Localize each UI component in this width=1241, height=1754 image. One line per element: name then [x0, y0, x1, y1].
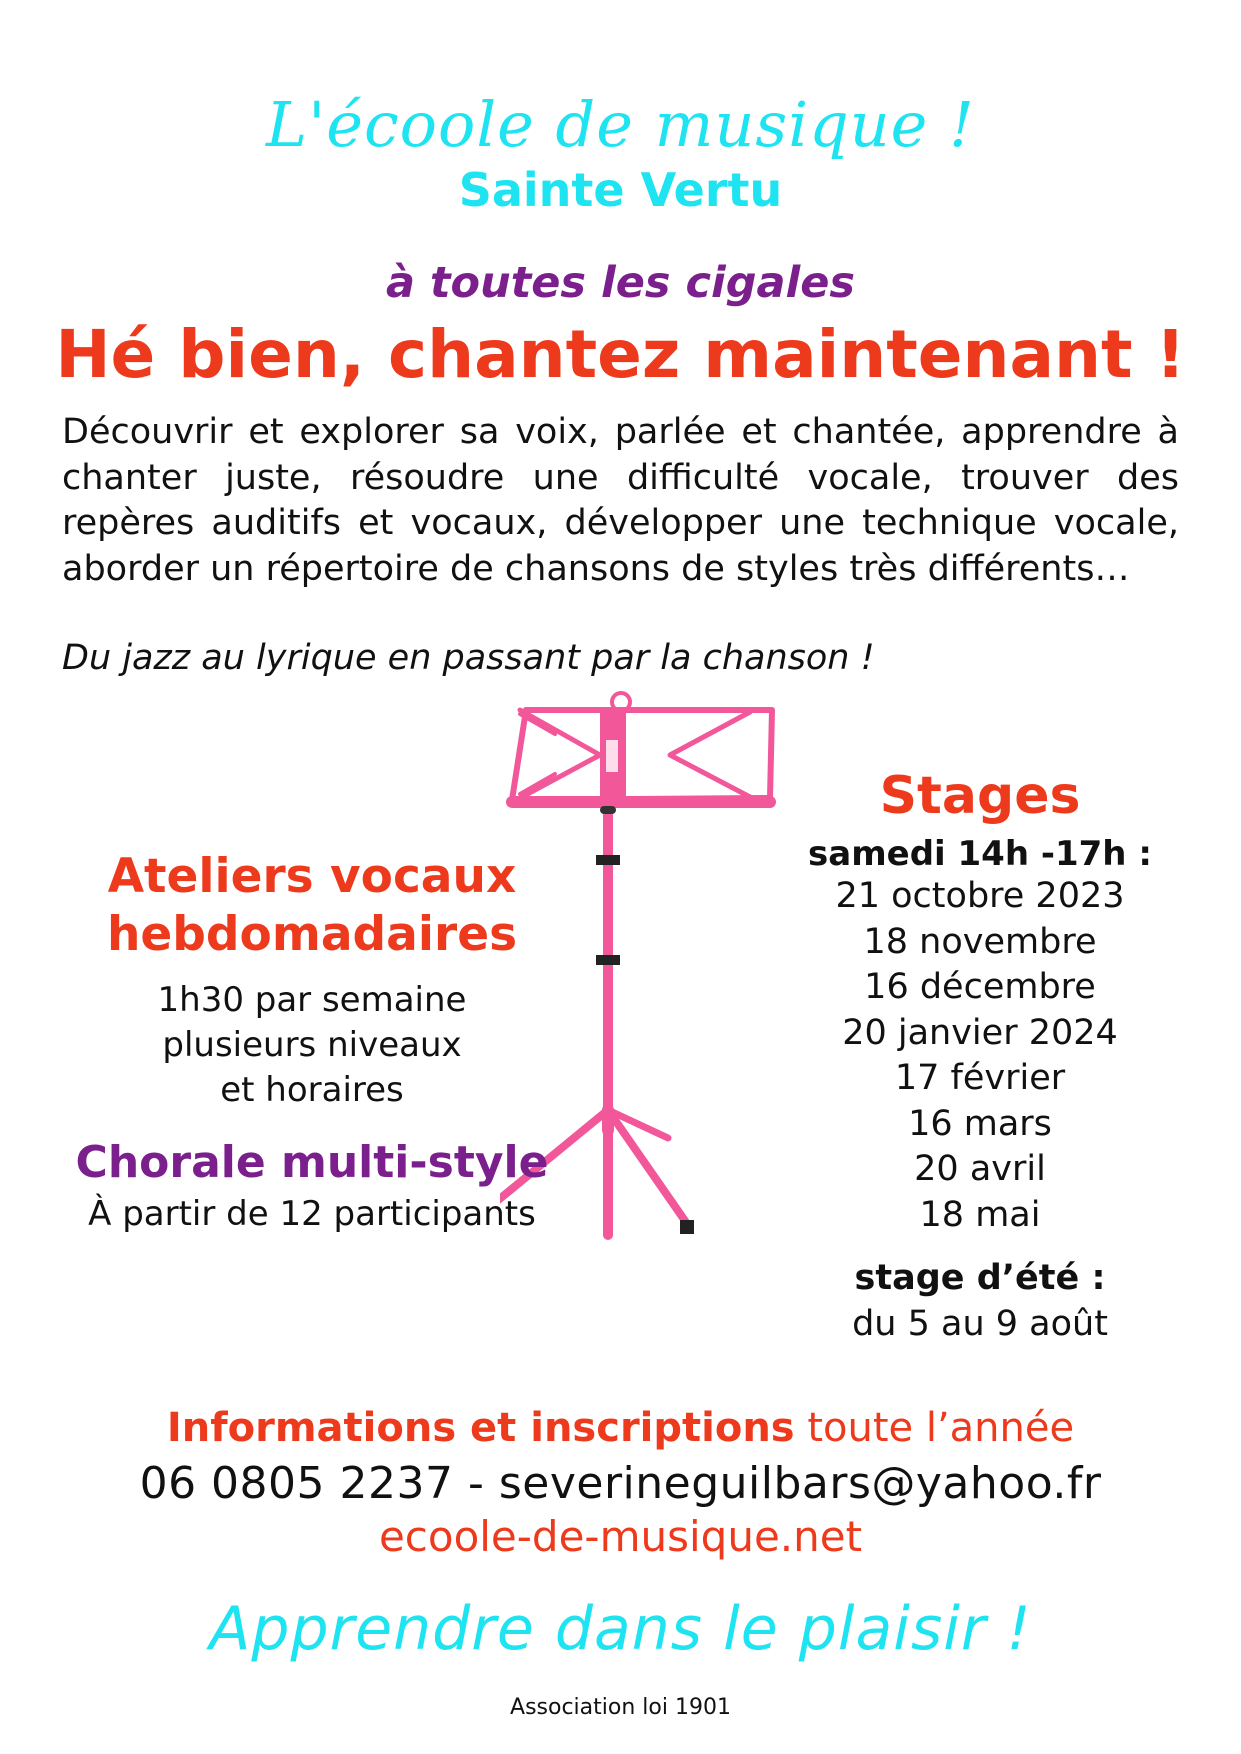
stage-date: 18 mai: [919, 1194, 1041, 1235]
stage-date: 16 décembre: [864, 967, 1096, 1007]
stage-date: 17 février: [894, 1058, 1066, 1098]
summer-stage-title: stage d’été :: [854, 1258, 1106, 1298]
ateliers-detail: 1h30 par semaine: [157, 980, 467, 1020]
summer-stage-dates: du 5 au 9 août: [852, 1304, 1108, 1344]
info-line: [0, 1405, 1241, 1451]
association-note: Association loi 1901: [510, 1695, 731, 1720]
ateliers-details: [62, 978, 562, 1113]
slogan: Apprendre dans le plaisir !: [209, 1594, 1032, 1664]
stages-day-time: samedi 14h -17h :: [808, 834, 1152, 874]
ateliers-title-line1: Ateliers vocaux: [107, 849, 517, 904]
ateliers-detail: plusieurs niveaux: [162, 1025, 462, 1065]
tagline: à toutes les cigales: [386, 258, 855, 308]
website-link[interactable]: ecoole-de-musique.net: [378, 1512, 863, 1561]
stage-date: 16 mars: [908, 1103, 1052, 1144]
contact-phone-email[interactable]: 06 0805 2237 - severineguilbars@yahoo.fr: [139, 1458, 1102, 1509]
stage-date: 20 avril: [914, 1149, 1046, 1189]
school-location: Sainte Vertu: [458, 163, 783, 217]
ateliers-title: [62, 848, 562, 964]
ateliers-title-line2: hebdomadaires: [106, 907, 518, 962]
stages-title: Stages: [879, 766, 1081, 826]
school-name: L'écoole de musique !: [266, 88, 975, 161]
chorale-title: Chorale multi-style: [75, 1137, 549, 1188]
intro-paragraph: Découvrir et explorer sa voix, parlée et chantée, apprendre à chanter juste, résoudre une difficulté vocale, trouver des repères auditifs et vocaux, développer une technique vocale, aborder un répertoire de chansons de styles très différents…: [62, 412, 1179, 589]
info-bold: Informations et inscriptions: [166, 1405, 795, 1451]
stages-dates: [790, 874, 1170, 1238]
stage-date: 20 janvier 2024: [842, 1012, 1118, 1053]
ateliers-detail: et horaires: [220, 1070, 404, 1110]
intro-italic-line: Du jazz au lyrique en passant par la chanson !: [62, 638, 875, 678]
stage-date: 18 novembre: [863, 921, 1097, 962]
info-rest: toute l’année: [794, 1405, 1075, 1451]
headline: Hé bien, chantez maintenant !: [55, 316, 1186, 393]
stage-date: 21 octobre 2023: [835, 876, 1125, 916]
chorale-subtitle: À partir de 12 participants: [88, 1194, 536, 1234]
